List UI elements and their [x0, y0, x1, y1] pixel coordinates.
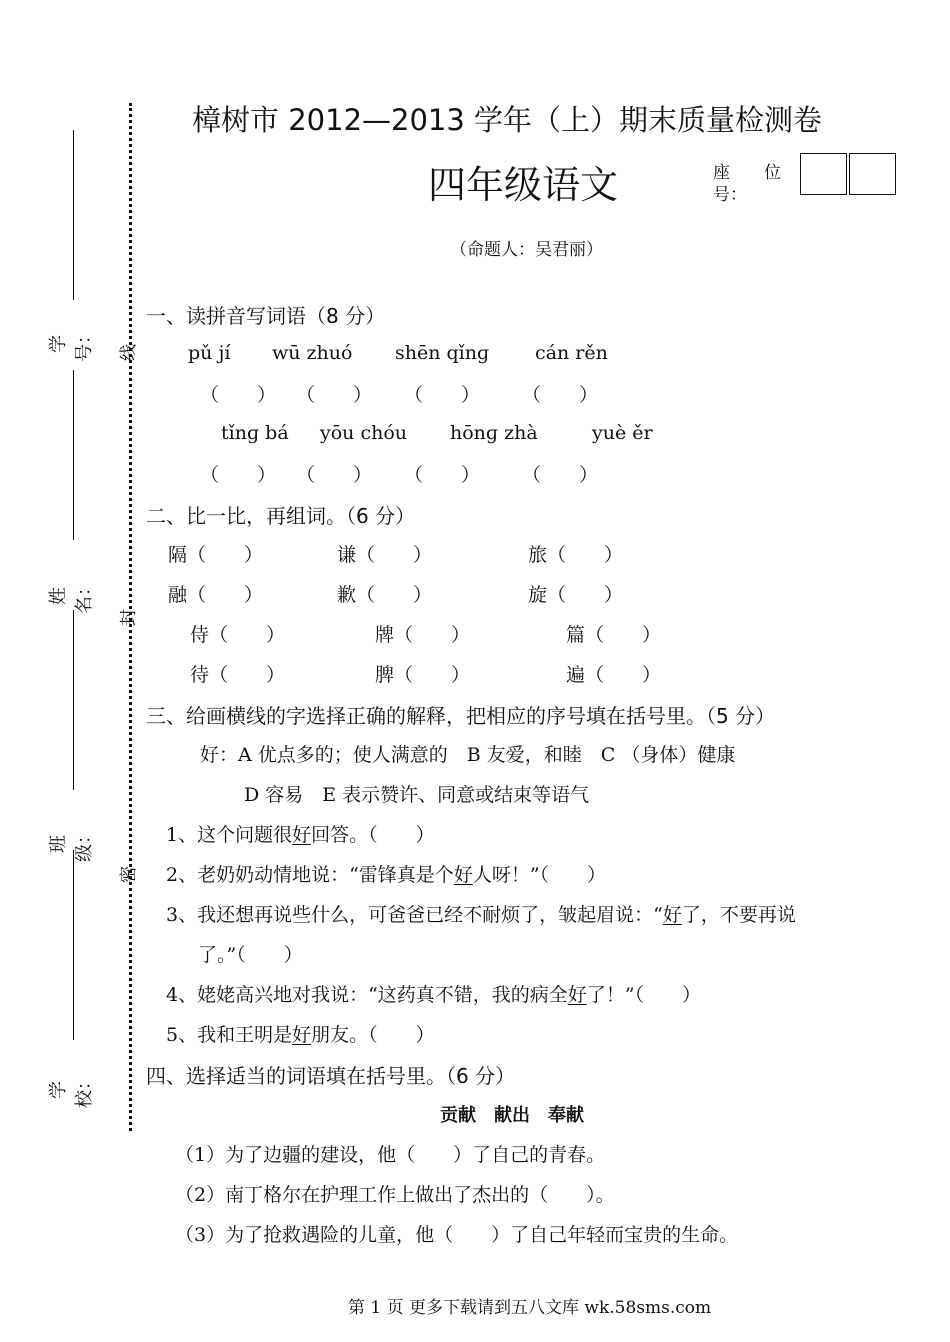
definition-line-2: D 容易 E 表示赞许、同意或结束等语气	[244, 784, 590, 806]
seat-label-line2: 号：	[713, 185, 747, 205]
word-item[interactable]: 牌（ ）	[375, 624, 471, 646]
binding-mark-line: 线	[119, 344, 139, 361]
school-line[interactable]	[73, 850, 74, 1040]
section-1-heading: 一、读拼音写词语（8 分）	[146, 304, 386, 328]
question-text: 人呀！”（ ）	[472, 864, 607, 886]
name-label: 姓名：	[48, 578, 95, 614]
pinyin-5: tǐnɡ bá	[221, 422, 289, 444]
author-line: （命题人：吴君丽）	[450, 240, 603, 260]
question-text: 回答。（ ）	[311, 824, 435, 846]
word-item[interactable]: 篇（ ）	[566, 624, 662, 646]
question-1[interactable]	[166, 820, 435, 847]
answer-blank[interactable]: （ ）	[522, 384, 599, 406]
pinyin-4: cán rěn	[535, 342, 608, 364]
question-5[interactable]	[166, 1020, 435, 1047]
word-item[interactable]: 旋（ ）	[528, 584, 624, 606]
word-item[interactable]: 遍（ ）	[566, 664, 662, 686]
question-2[interactable]	[166, 860, 606, 887]
word-item[interactable]: 侍（ ）	[190, 624, 286, 646]
answer-blank[interactable]: （ ）	[200, 464, 277, 486]
school-label: 学校：	[48, 1072, 95, 1108]
seat-number-label	[713, 162, 793, 206]
question-text: 2、老奶奶动情地说：“雷锋真是个	[166, 864, 454, 886]
definition-line-1: 好：A 优点多的；使人满意的 B 友爱，和睦 C （身体）健康	[200, 744, 736, 766]
fill-sentence-2[interactable]: （2）南丁格尔在护理工作上做出了杰出的（ ）。	[175, 1184, 615, 1206]
question-text: 5、我和王明是	[166, 1024, 293, 1046]
seat-label-line1: 座 位	[713, 163, 781, 183]
answer-blank[interactable]: （ ）	[296, 384, 373, 406]
question-text: 朋友。（ ）	[311, 1024, 435, 1046]
seat-number-box-2[interactable]	[849, 153, 896, 195]
word-item[interactable]: 歉（ ）	[337, 584, 433, 606]
question-text: 了！”（ ）	[586, 984, 702, 1006]
underlined-char: 好	[292, 1024, 312, 1046]
answer-blank[interactable]: （ ）	[296, 464, 373, 486]
section-3-heading: 三、给画横线的字选择正确的解释，把相应的序号填在括号里。（5 分）	[146, 704, 776, 728]
word-item[interactable]: 待（ ）	[190, 664, 286, 686]
pinyin-8: yuè ěr	[592, 422, 653, 444]
pinyin-1: pǔ jí	[188, 342, 231, 364]
pinyin-7: hōnɡ zhà	[450, 422, 538, 444]
question-3-continued[interactable]: 了。”（ ）	[198, 944, 303, 966]
fill-sentence-1[interactable]: （1）为了边疆的建设，他（ ）了自己的青春。	[175, 1144, 606, 1166]
word-item[interactable]: 融（ ）	[168, 584, 264, 606]
section-4-heading: 四、选择适当的词语填在括号里。（6 分）	[146, 1064, 516, 1088]
pinyin-2: wū zhuó	[272, 342, 353, 364]
exam-title: 樟树市 2012—2013 学年（上）期末质量检测卷	[192, 103, 823, 137]
exam-subtitle: 四年级语文	[428, 163, 619, 207]
binding-mark-secret: 密	[119, 866, 139, 883]
student-id-label: 学号：	[48, 326, 95, 362]
word-choices: 贡献 献出 奉献	[440, 1105, 584, 1126]
answer-blank[interactable]: （ ）	[404, 384, 481, 406]
underlined-char: 好	[567, 984, 587, 1006]
answer-blank[interactable]: （ ）	[404, 464, 481, 486]
pinyin-3: shēn qǐnɡ	[395, 342, 490, 364]
question-4[interactable]	[166, 980, 701, 1007]
question-text: 3、我还想再说些什么，可爸爸已经不耐烦了，皱起眉说：“	[166, 904, 663, 926]
underlined-char: 好	[453, 864, 473, 886]
fill-sentence-3[interactable]: （3）为了抢救遇险的儿童，他（ ）了自己年轻而宝贵的生命。	[175, 1224, 739, 1246]
class-line[interactable]	[73, 610, 74, 790]
word-item[interactable]: 谦（ ）	[337, 544, 433, 566]
word-item[interactable]: 旅（ ）	[528, 544, 624, 566]
page-footer: 第 1 页 更多下载请到五八文库 wk.58sms.com	[348, 1298, 712, 1318]
binding-mark-seal: 封	[119, 609, 139, 626]
section-2-heading: 二、比一比，再组词。（6 分）	[146, 504, 416, 528]
pinyin-6: yōu chóu	[320, 422, 408, 444]
underlined-char: 好	[292, 824, 312, 846]
question-text: 了，不要再说	[681, 904, 796, 926]
question-text: 1、这个问题很	[166, 824, 293, 846]
word-item[interactable]: 脾（ ）	[375, 664, 471, 686]
answer-blank[interactable]: （ ）	[522, 464, 599, 486]
seat-number-box-1[interactable]	[800, 153, 847, 195]
answer-blank[interactable]: （ ）	[200, 384, 277, 406]
question-text: 4、姥姥高兴地对我说：“这药真不错，我的病全	[166, 984, 568, 1006]
word-item[interactable]: 隔（ ）	[168, 544, 264, 566]
name-line[interactable]	[73, 370, 74, 540]
class-label: 班级：	[48, 826, 95, 862]
question-3[interactable]	[166, 900, 796, 927]
student-id-line[interactable]	[73, 130, 74, 300]
underlined-char: 好	[662, 904, 682, 926]
